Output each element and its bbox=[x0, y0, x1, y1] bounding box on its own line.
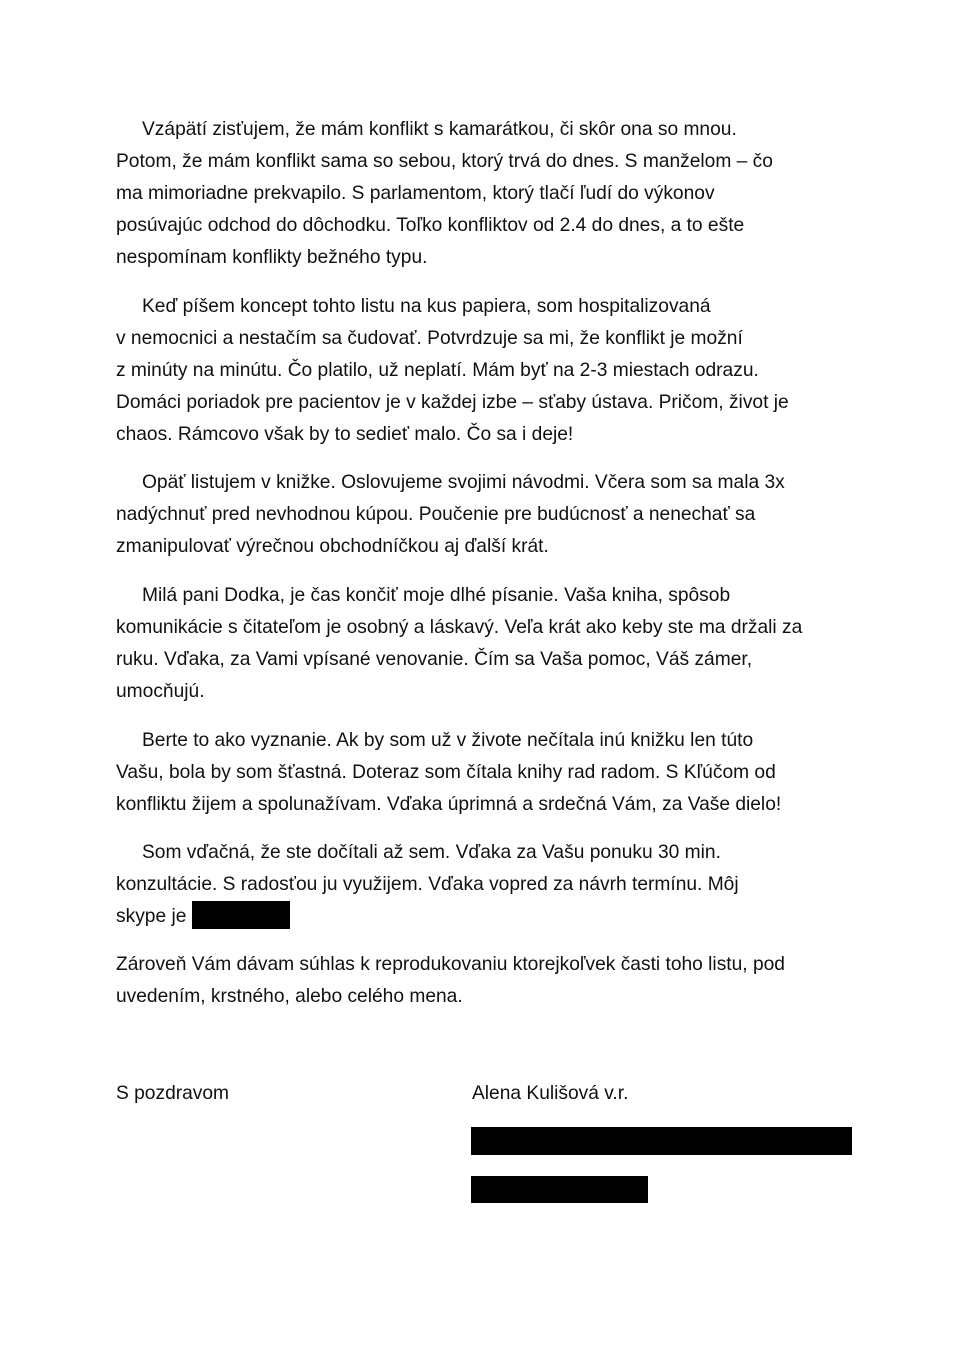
text-line: uvedením, krstného, alebo celého mena. bbox=[116, 986, 463, 1007]
text-line: Opäť listujem v knižke. Oslovujeme svojimi návodmi. Včera som sa mala 3x bbox=[142, 472, 785, 493]
paragraph-thanks bbox=[116, 837, 876, 933]
redacted-contact-line bbox=[471, 1176, 648, 1203]
text-line: konzultácie. S radosťou ju využijem. Vďaka vopred za návrh termínu. Môj bbox=[116, 874, 739, 895]
text-line: nadýchnuť pred nevhodnou kúpou. Poučenie pre budúcnosť a nenechať sa bbox=[116, 504, 756, 525]
paragraph-consent bbox=[116, 949, 876, 1013]
text-line: Vzápätí zisťujem, že mám konflikt s kamarátkou, či skôr ona so mnou. bbox=[142, 119, 737, 140]
text-line: v nemocnici a nestačím sa čudovať. Potvrdzuje sa mi, že konflikt je možní bbox=[116, 328, 743, 349]
paragraph-hospital bbox=[116, 291, 876, 451]
text-line: ma mimoriadne prekvapilo. S parlamentom, ktorý tlačí ľudí do výkonov bbox=[116, 183, 715, 204]
paragraph-confession bbox=[116, 725, 876, 821]
text-line: posúvajúc odchod do dôchodku. Toľko konfliktov od 2.4 do dnes, a to ešte bbox=[116, 215, 745, 236]
text-line: Zároveň Vám dávam súhlas k reprodukovaniu ktorejkoľvek časti toho listu, pod bbox=[116, 954, 785, 975]
text-line: zmanipulovať výrečnou obchodníčkou aj ďalší krát. bbox=[116, 536, 549, 557]
redacted-address-line bbox=[471, 1127, 852, 1155]
skype-line bbox=[116, 901, 876, 933]
text-line: z minúty na minútu. Čo platilo, už neplatí. Mám byť na 2-3 miestach odrazu. bbox=[116, 360, 759, 381]
paragraph-dear-dodka bbox=[116, 580, 876, 708]
text-line: chaos. Rámcovo však by to sedieť malo. Čo sa i deje! bbox=[116, 424, 574, 445]
text-line: Milá pani Dodka, je čas končiť moje dlhé písanie. Vaša kniha, spôsob bbox=[142, 585, 731, 606]
text-line: ruku. Vďaka, za Vami vpísané venovanie. Čím sa Vaša pomoc, Váš zámer, bbox=[116, 649, 753, 670]
text-line: Som vďačná, že ste dočítali až sem. Vďaka za Vašu ponuku 30 min. bbox=[142, 842, 721, 863]
text-line: Keď píšem koncept tohto listu na kus papiera, som hospitalizovaná bbox=[142, 296, 711, 317]
text-line: Berte to ako vyznanie. Ak by som už v živote nečítala inú knižku len túto bbox=[142, 730, 754, 751]
text-line: Potom, že mám konflikt sama so sebou, ktorý trvá do dnes. S manželom – čo bbox=[116, 151, 773, 172]
text-line: komunikácie s čitateľom je osobný a láskavý. Veľa krát ako keby ste ma držali za bbox=[116, 617, 803, 638]
skype-label: skype je bbox=[116, 906, 187, 927]
closing-greeting: S pozdravom bbox=[116, 1083, 230, 1104]
paragraph-book bbox=[116, 467, 876, 563]
text-line: nespomínam konflikty bežného typu. bbox=[116, 247, 428, 268]
text-line: umocňujú. bbox=[116, 681, 205, 702]
text-line: Domáci poriadok pre pacientov je v každej izbe – sťaby ústava. Pričom, život je bbox=[116, 392, 789, 413]
redacted-skype-id bbox=[192, 901, 290, 929]
text-line: konfliktu žijem a spolunažívam. Vďaka úprimná a srdečná Vám, za Vaše dielo! bbox=[116, 794, 782, 815]
text-line: Vašu, bola by som šťastná. Doteraz som čítala knihy rad radom. S Kľúčom od bbox=[116, 762, 776, 783]
paragraph-conflicts bbox=[116, 114, 876, 274]
signature-name: Alena Kulišová v.r. bbox=[472, 1083, 629, 1104]
